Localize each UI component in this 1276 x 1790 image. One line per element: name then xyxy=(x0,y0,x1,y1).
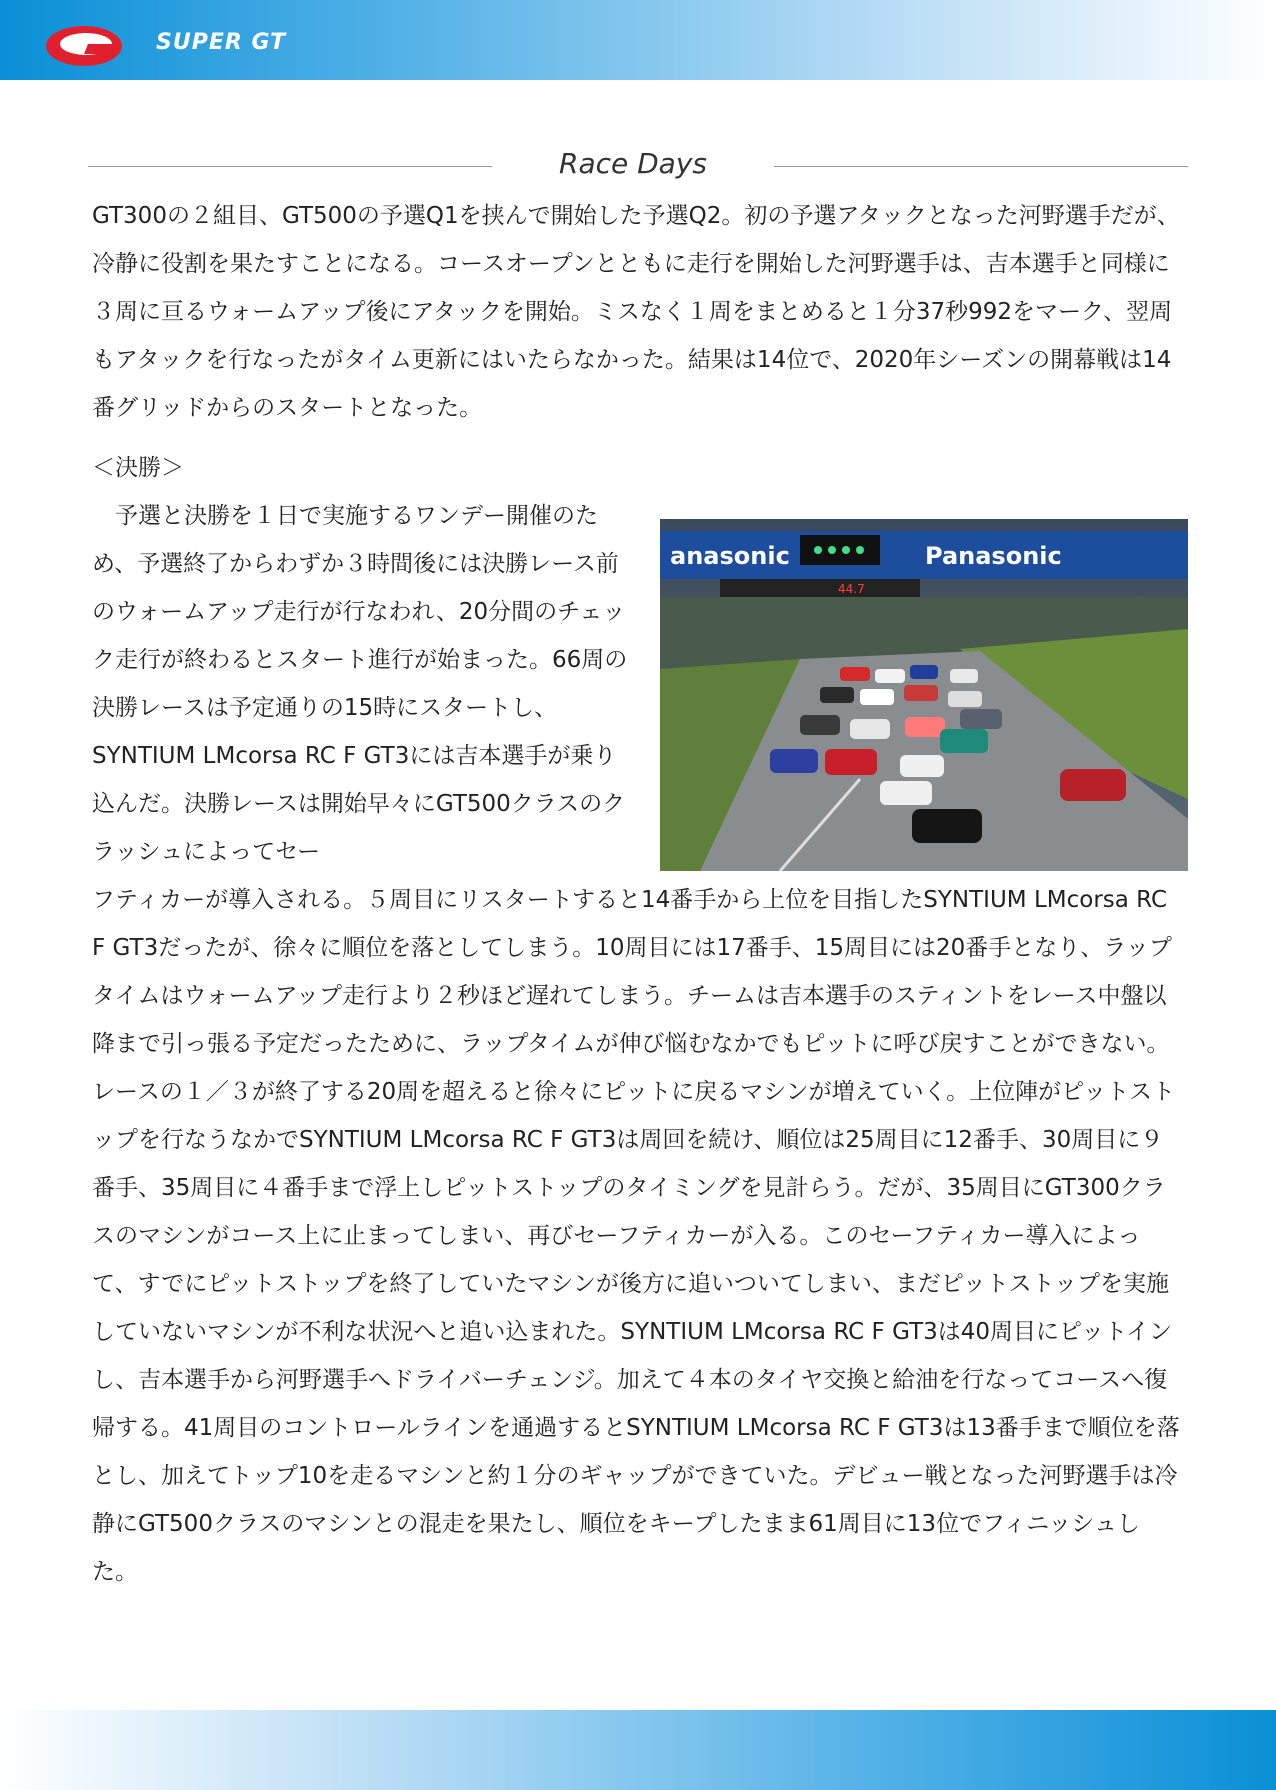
footer-band xyxy=(0,1710,1276,1790)
logo-text: SUPER GT xyxy=(156,30,287,55)
banner-left-text: anasonic xyxy=(670,542,790,570)
header-band xyxy=(0,0,1276,80)
super-gt-logo xyxy=(44,22,287,68)
intro-paragraph: GT300の２組目、GT500の予選Q1を挟んで開始した予選Q2。初の予選アタックとなった河野選手だが、冷静に役割を果たすことになる。コースオープンとともに走行を開始した河野選手は、吉本選手と同様に３周に亘るウォームアップ後にアタックを開始。ミスなく１周をまとめると１分37秒992をマーク、翌周もアタックを行なったがタイム更新にはいたらなかった。結果は14位で、2020年シーズンの開幕戦は14番グリッドからのスタートとなった。 xyxy=(92,203,1180,421)
race-start-photo xyxy=(660,519,1188,871)
scoreboard-value: 44.7 xyxy=(838,582,865,596)
start-lights xyxy=(800,535,880,565)
super-gt-emblem-icon xyxy=(44,22,154,70)
title-rule-left xyxy=(88,166,492,167)
scoreboard xyxy=(720,579,920,597)
banner-right-text: Panasonic xyxy=(925,542,1062,570)
final-paragraph-continued: フティカーが導入される。５周目にリスタートすると14番手から上位を目指したSYNTIUM LMcorsa RC F GT3だったが、徐々に順位を落としてしまう。10周目には17番手、15周目には20番手となり、ラップタイムはウォームアップ走行より２秒ほど遅れてしまう。チームは吉本選手のスティントをレース中盤以降まで引っ張る予定だったために、ラップタイムが伸び悩むなかでもピットに呼び戻すことができない。レースの１／３が終了する20周を超えると徐々にピットに戻るマシンが増えていく。上位陣がピットストップを行なうなかでSYNTIUM LMcorsa RC F GT3は周回を続け、順位は25周目に12番手、30周目に９番手、35周目に４番手まで浮上しピットストップのタイミングを見計らう。だが、35周目にGT300クラスのマシンがコース上に止まってしまい、再びセーフティカーが入る。このセーフティカー導入によって、すでにピットストップを終了していたマシンが後方に追いついてしまい、まだピットストップを実施していないマシンが不利な状況へと追い込まれた。SYNTIUM LMcorsa RC F GT3は40周目にピットインし、吉本選手から河野選手へドライバーチェンジ。加えて４本のタイヤ交換と給油を行なってコースへ復帰する。41周目のコントロールラインを通過するとSYNTIUM LMcorsa RC F GT3は13番手まで順位を落とし、加えてトップ10を走るマシンと約１分のギャップができていた。デビュー戦となった河野選手は冷静にGT500クラスのマシンとの混走を果たし、順位をキープしたまま61周目に13位でフィニッシュした。 xyxy=(92,887,1180,1585)
section-title: Race Days xyxy=(558,147,707,180)
title-rule-right xyxy=(774,166,1188,167)
final-paragraph-wrapped: 予選と決勝を１日で実施するワンデー開催のため、予選終了からわずか３時間後には決勝レース前のウォームアップ走行が行なわれ、20分間のチェック走行が終わるとスタート進行が始まった。66周の決勝レースは予定通りの15時にスタートし、SYNTIUM LMcorsa RC F GT3には吉本選手が乗り込んだ。決勝レースは開始早々にGT500クラスのクラッシュによってセー xyxy=(92,503,628,865)
final-heading: ＜決勝＞ xyxy=(92,455,184,481)
